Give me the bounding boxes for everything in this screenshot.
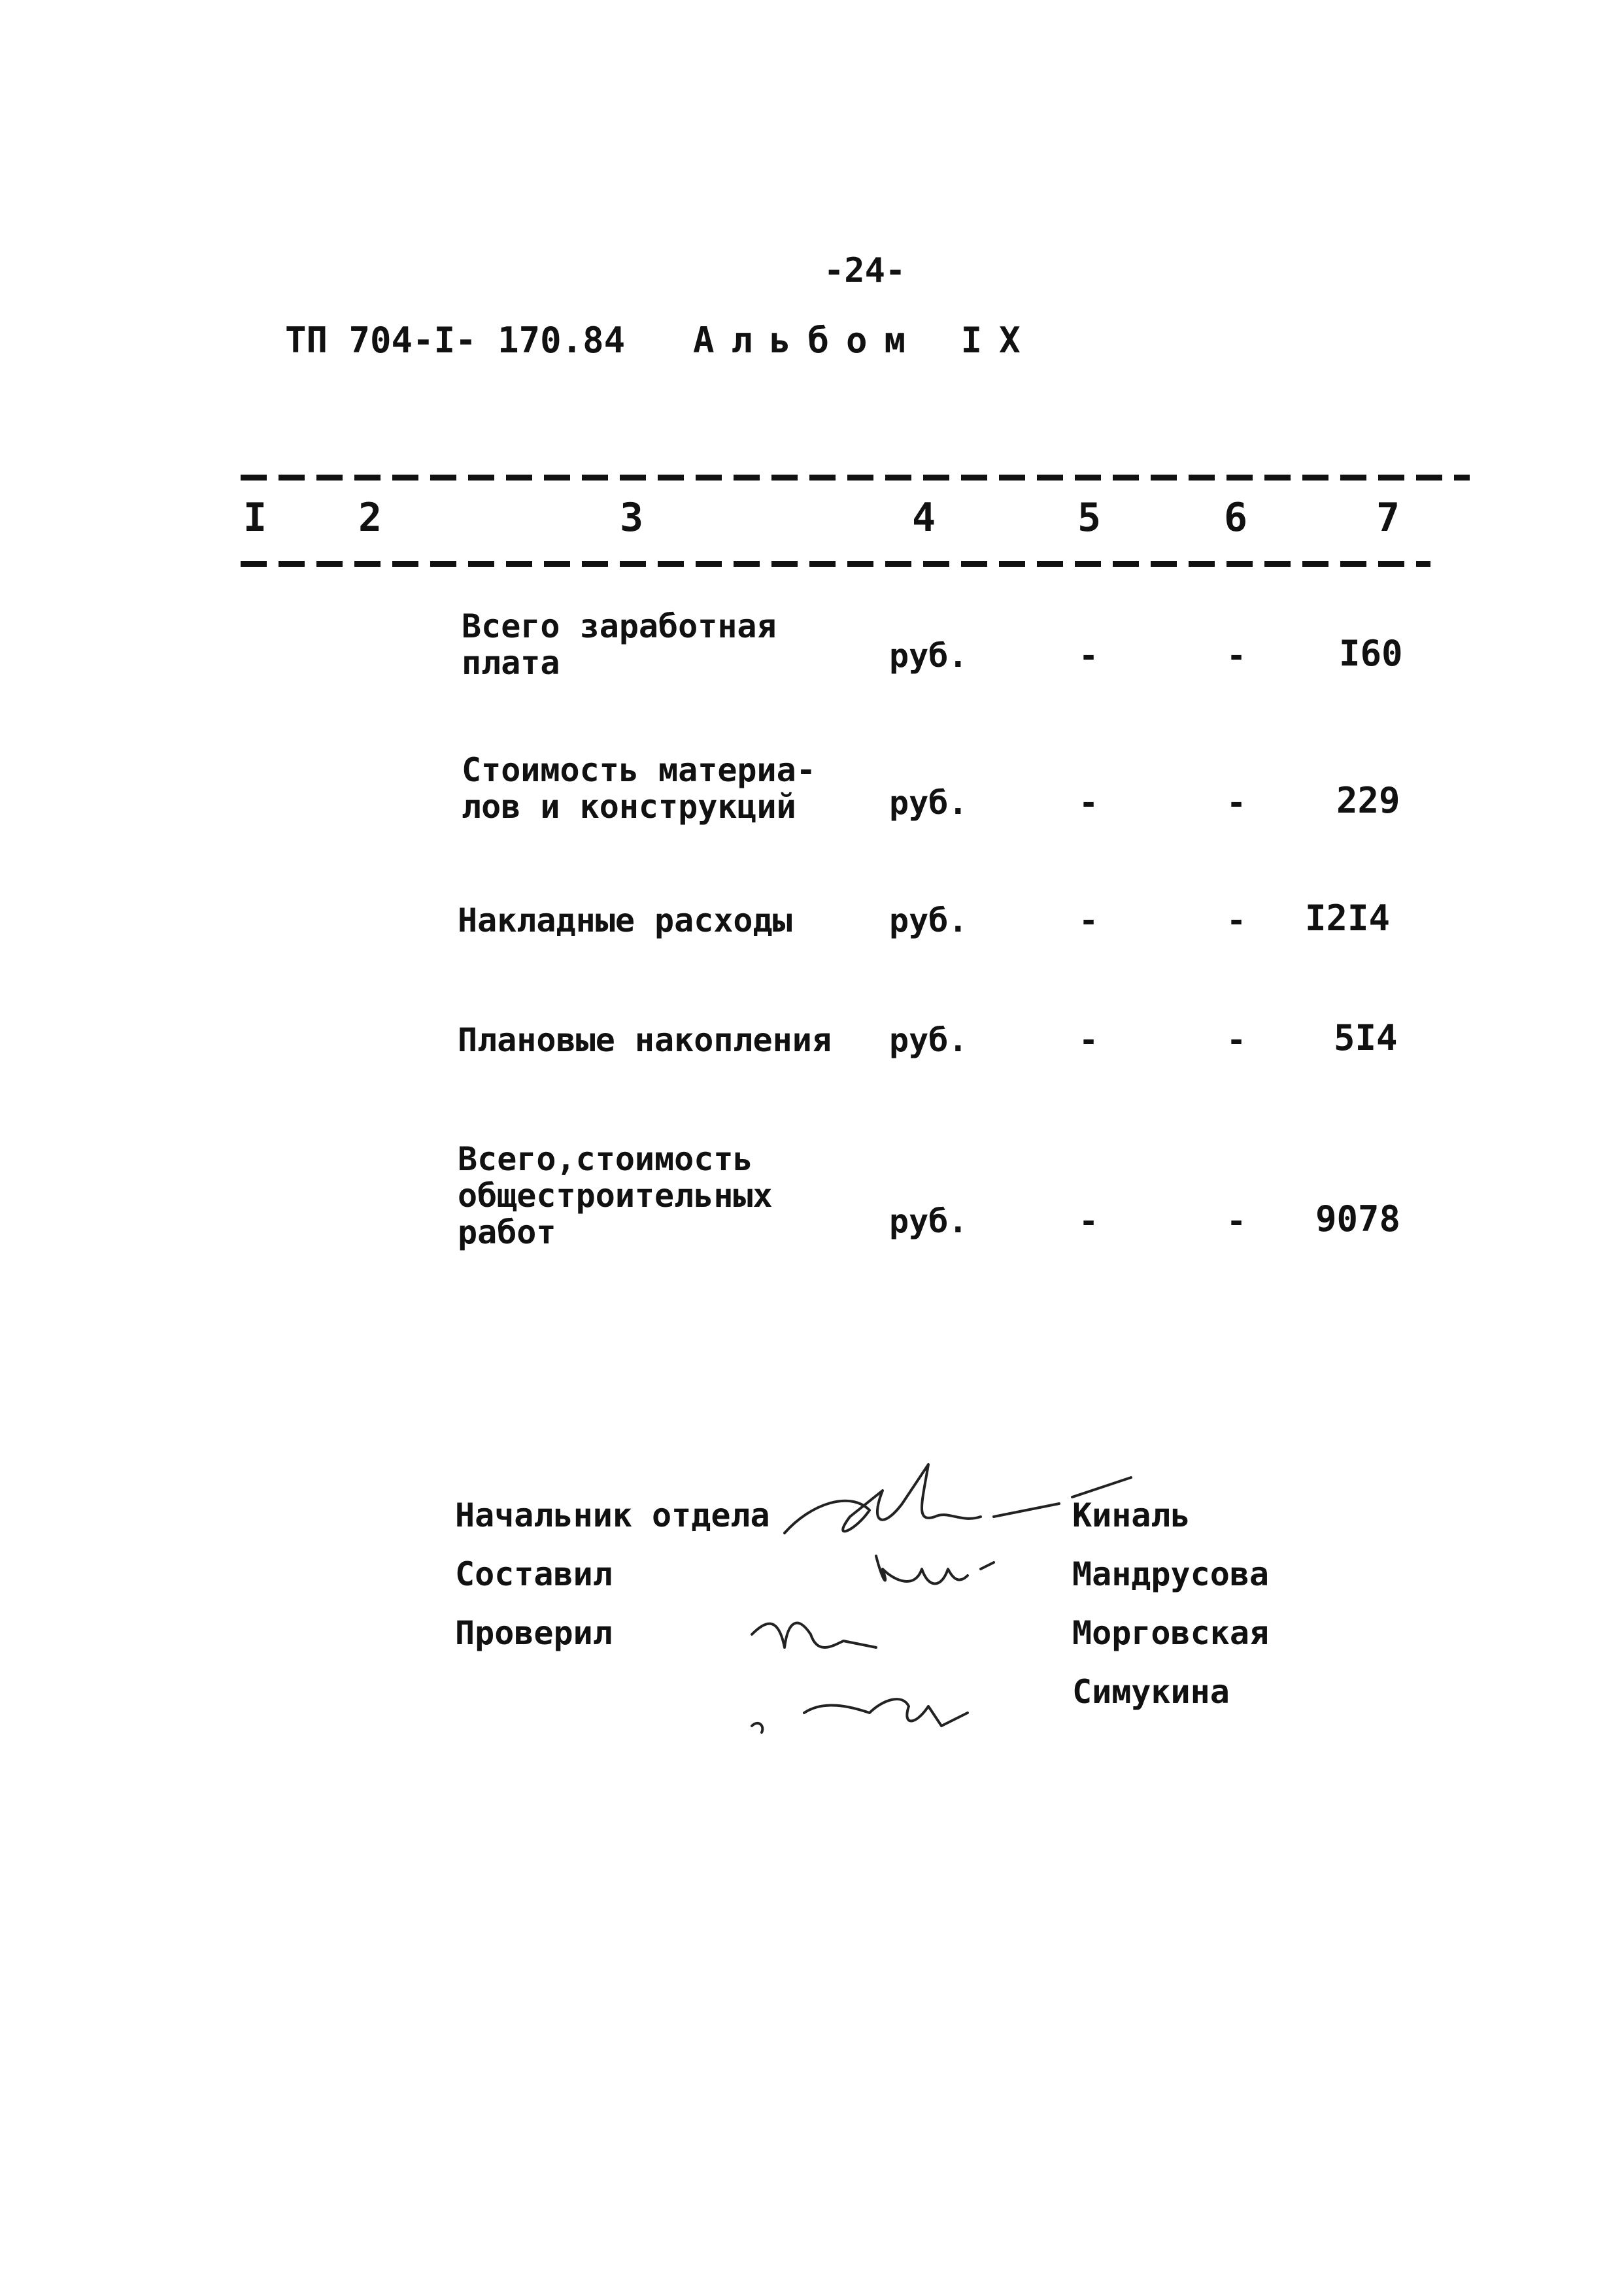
signature-role: Проверил: [455, 1614, 613, 1652]
column-header-2: 2: [358, 495, 382, 541]
column-header-3: 3: [620, 495, 644, 541]
signature-stroke: [876, 1556, 968, 1584]
row-col5: -: [1079, 1021, 1099, 1059]
signature-name: Морговская: [1072, 1614, 1270, 1652]
signature-stroke: [994, 1504, 1059, 1517]
row-col5: -: [1079, 637, 1099, 675]
row-unit: руб.: [889, 637, 968, 675]
row-col6: -: [1226, 637, 1247, 675]
signature-name: Мандрусова: [1072, 1555, 1270, 1593]
row-item-name: Всего заработная плата: [462, 607, 777, 682]
column-header-7: 7: [1376, 495, 1400, 541]
page-number: -24-: [824, 251, 906, 290]
signature-stroke: [804, 1699, 968, 1726]
row-item-name: Накладные расходы: [458, 902, 792, 939]
row-item-name: Стоимость материа- лов и конструкций: [462, 751, 816, 826]
row-col6: -: [1226, 902, 1247, 939]
signature-role: Составил: [455, 1555, 613, 1593]
row-col6: -: [1226, 1202, 1247, 1240]
signature-stroke: [981, 1562, 994, 1569]
column-header-1: I: [243, 495, 267, 541]
signature-name: Киналь: [1072, 1496, 1191, 1534]
row-col5: -: [1079, 784, 1099, 822]
row-col7: I2I4: [1305, 898, 1391, 939]
signature-name: Симукина: [1072, 1673, 1230, 1711]
album-label: Альбом IX: [693, 320, 1038, 361]
row-unit: руб.: [889, 1202, 968, 1240]
row-col5: -: [1079, 1202, 1099, 1240]
signature-stroke: [752, 1623, 876, 1647]
row-col7: 5I4: [1334, 1017, 1398, 1058]
row-col6: -: [1226, 1021, 1247, 1059]
row-col6: -: [1226, 784, 1247, 822]
row-item-name: Всего,стоимость общестроительных работ: [458, 1140, 773, 1251]
document-code: ТП 704-I- 170.84: [285, 320, 626, 361]
row-unit: руб.: [889, 1021, 968, 1059]
signature-stroke: [752, 1723, 762, 1732]
row-item-name: Плановые накопления: [458, 1021, 832, 1059]
signature-stroke: [1072, 1477, 1131, 1497]
signature-stroke: [785, 1464, 981, 1533]
row-unit: руб.: [889, 902, 968, 939]
row-col7: 229: [1336, 780, 1400, 821]
row-col7: I60: [1339, 633, 1403, 674]
column-header-4: 4: [912, 495, 936, 541]
signature-role: Начальник отдела: [455, 1496, 770, 1534]
column-header-5: 5: [1077, 495, 1102, 541]
row-col5: -: [1079, 902, 1099, 939]
row-col7: 9078: [1315, 1198, 1401, 1240]
row-unit: руб.: [889, 784, 968, 822]
column-header-6: 6: [1224, 495, 1248, 541]
